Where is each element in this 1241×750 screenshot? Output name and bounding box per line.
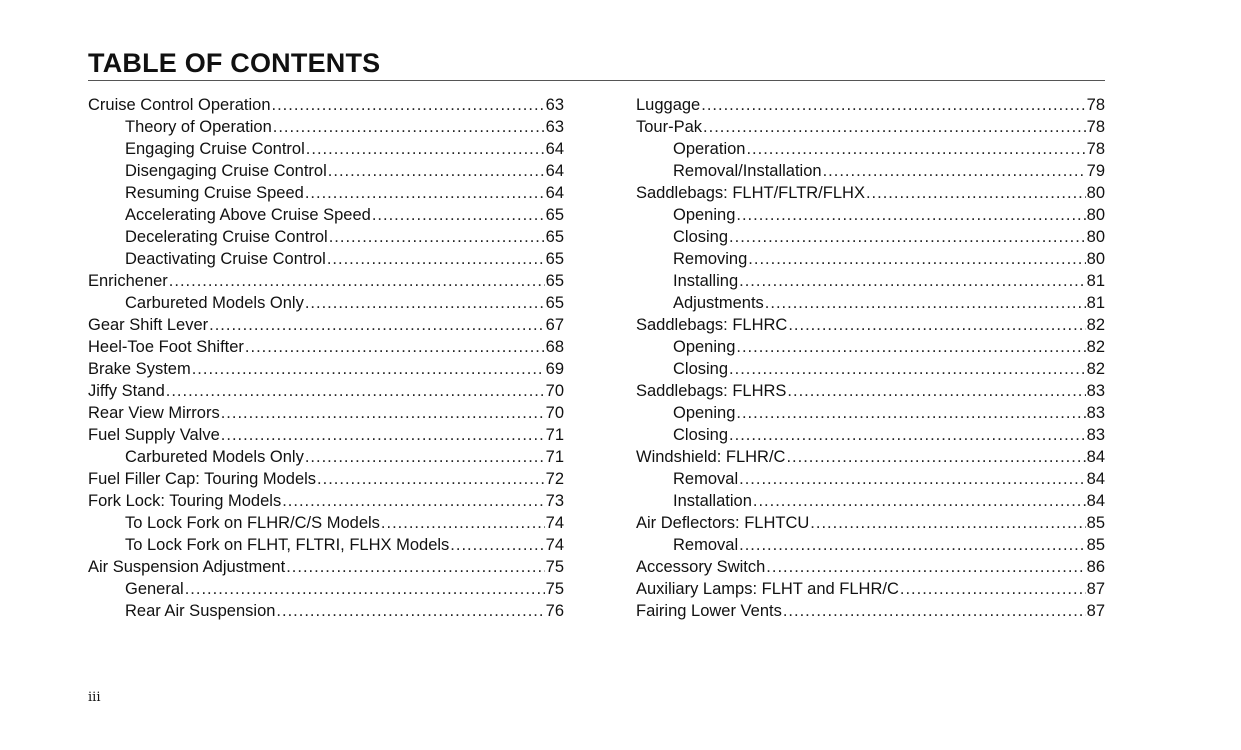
dot-leader <box>736 402 1085 424</box>
toc-subentry[interactable] <box>636 358 1105 380</box>
toc-entry[interactable] <box>636 182 1105 204</box>
toc-entry-label: Decelerating Cruise Control <box>125 228 328 246</box>
toc-entry[interactable] <box>88 402 564 424</box>
toc-entry-label: Saddlebags: FLHRC <box>636 316 788 334</box>
dot-leader <box>739 270 1086 292</box>
toc-subentry[interactable] <box>636 402 1105 424</box>
toc-subentry[interactable] <box>88 578 564 600</box>
toc-entry[interactable] <box>88 358 564 380</box>
toc-page-number: 68 <box>545 338 564 356</box>
toc-page-number: 78 <box>1086 96 1105 114</box>
toc-entry[interactable] <box>636 380 1105 402</box>
toc-entry-label: Removal <box>673 470 739 488</box>
toc-subentry[interactable] <box>636 138 1105 160</box>
dot-leader <box>729 226 1086 248</box>
dot-leader <box>282 490 544 512</box>
toc-entry[interactable] <box>88 556 564 578</box>
page-title: TABLE OF CONTENTS <box>88 48 381 78</box>
toc-page-number: 65 <box>545 294 564 312</box>
toc-entry-label: Removal <box>673 536 739 554</box>
toc-entry-label: Brake System <box>88 360 191 378</box>
toc-page-number: 63 <box>545 118 564 136</box>
toc-page-number: 78 <box>1086 140 1105 158</box>
dot-leader <box>185 578 545 600</box>
dot-leader <box>736 336 1085 358</box>
toc-entry-label: Theory of Operation <box>125 118 272 136</box>
dot-leader <box>786 446 1085 468</box>
toc-entry[interactable] <box>88 94 564 116</box>
toc-subentry[interactable] <box>88 204 564 226</box>
toc-subentry[interactable] <box>88 600 564 622</box>
toc-entry-label: Closing <box>673 426 729 444</box>
toc-page-number: 87 <box>1086 602 1105 620</box>
toc-subentry[interactable] <box>88 534 564 556</box>
toc-entry-label: Enrichener <box>88 272 168 290</box>
dot-leader <box>753 490 1086 512</box>
toc-entry[interactable] <box>636 556 1105 578</box>
toc-page-number: 81 <box>1086 272 1105 290</box>
dot-leader <box>305 182 545 204</box>
toc-page-number: 75 <box>545 558 564 576</box>
toc-page-number: 71 <box>545 426 564 444</box>
toc-entry-label: Windshield: FLHR/C <box>636 448 786 466</box>
toc-page-number: 84 <box>1086 492 1105 510</box>
toc-page-number: 72 <box>545 470 564 488</box>
toc-entry[interactable] <box>636 314 1105 336</box>
toc-entry-label: Deactivating Cruise Control <box>125 250 326 268</box>
toc-entry-label: Disengaging Cruise Control <box>125 162 327 180</box>
toc-page-number: 82 <box>1086 316 1105 334</box>
toc-page-number: 85 <box>1086 514 1105 532</box>
toc-page-number: 63 <box>545 96 564 114</box>
toc-entry-label: Closing <box>673 228 729 246</box>
toc-entry-label: Accelerating Above Cruise Speed <box>125 206 371 224</box>
toc-page-number: 64 <box>545 140 564 158</box>
toc-entry-label: Removal/Installation <box>673 162 822 180</box>
toc-subentry[interactable] <box>88 138 564 160</box>
dot-leader <box>276 600 544 622</box>
toc-page-number: 70 <box>545 404 564 422</box>
toc-page-number: 71 <box>545 448 564 466</box>
toc-page-number: 69 <box>545 360 564 378</box>
toc-subentry[interactable] <box>636 490 1105 512</box>
toc-page-number: 84 <box>1086 470 1105 488</box>
toc-entry-label: Engaging Cruise Control <box>125 140 305 158</box>
toc-entry-label: Rear View Mirrors <box>88 404 220 422</box>
dot-leader <box>317 468 545 490</box>
toc-page-number: 79 <box>1086 162 1105 180</box>
toc-subentry[interactable] <box>88 292 564 314</box>
toc-entry-label: General <box>125 580 184 598</box>
toc-entry-label: Installing <box>673 272 739 290</box>
toc-subentry[interactable] <box>636 270 1105 292</box>
page-number: iii <box>88 690 101 705</box>
toc-entry-label: Saddlebags: FLHT/FLTR/FLHX <box>636 184 865 202</box>
dot-leader <box>748 248 1085 270</box>
toc-page-number: 74 <box>545 536 564 554</box>
toc-entry[interactable] <box>636 446 1105 468</box>
dot-leader <box>900 578 1086 600</box>
toc-entry-label: Installation <box>673 492 752 510</box>
dot-leader <box>703 116 1086 138</box>
dot-leader <box>327 248 545 270</box>
toc-page-number: 83 <box>1086 426 1105 444</box>
toc-entry-label: Carbureted Models Only <box>125 294 304 312</box>
toc-entry-label: Opening <box>673 338 736 356</box>
toc-entry-label: Resuming Cruise Speed <box>125 184 304 202</box>
toc-entry[interactable] <box>636 116 1105 138</box>
dot-leader <box>746 138 1085 160</box>
toc-entry-label: Heel-Toe Foot Shifter <box>88 338 244 356</box>
toc-page-number: 80 <box>1086 184 1105 202</box>
title-divider <box>88 80 1105 81</box>
dot-leader <box>729 424 1086 446</box>
toc-page-number: 65 <box>545 250 564 268</box>
toc-page-number: 80 <box>1086 206 1105 224</box>
toc-page-number: 65 <box>545 272 564 290</box>
toc-entry[interactable] <box>88 468 564 490</box>
toc-entry-label: Carbureted Models Only <box>125 448 304 466</box>
toc-page-number: 65 <box>545 206 564 224</box>
toc-entry-label: Cruise Control Operation <box>88 96 271 114</box>
toc-subentry[interactable] <box>636 204 1105 226</box>
dot-leader <box>739 534 1086 556</box>
toc-subentry[interactable] <box>88 248 564 270</box>
toc-subentry[interactable] <box>88 116 564 138</box>
toc-entry-label: Adjustments <box>673 294 764 312</box>
toc-page-number: 81 <box>1086 294 1105 312</box>
toc-entry[interactable] <box>88 380 564 402</box>
dot-leader <box>305 292 545 314</box>
toc-page-number: 80 <box>1086 250 1105 268</box>
toc-page-number: 82 <box>1086 360 1105 378</box>
toc-subentry[interactable] <box>636 248 1105 270</box>
dot-leader <box>166 380 545 402</box>
toc-entry[interactable] <box>88 490 564 512</box>
dot-leader <box>729 358 1086 380</box>
toc-subentry[interactable] <box>636 534 1105 556</box>
dot-leader <box>866 182 1086 204</box>
toc-page-number: 67 <box>545 316 564 334</box>
dot-leader <box>765 292 1086 314</box>
toc-page-number: 73 <box>545 492 564 510</box>
dot-leader <box>701 94 1085 116</box>
dot-leader <box>209 314 545 336</box>
toc-page-number: 64 <box>545 184 564 202</box>
toc-page-number: 84 <box>1086 448 1105 466</box>
toc-page-number: 87 <box>1086 580 1105 598</box>
toc-page-number: 86 <box>1086 558 1105 576</box>
dot-leader <box>328 160 545 182</box>
toc-page-number: 82 <box>1086 338 1105 356</box>
toc-subentry[interactable] <box>636 424 1105 446</box>
dot-leader <box>286 556 544 578</box>
toc-entry[interactable] <box>88 314 564 336</box>
dot-leader <box>169 270 545 292</box>
dot-leader <box>273 116 545 138</box>
toc-entry-label: Air Suspension Adjustment <box>88 558 286 576</box>
dot-leader <box>788 314 1085 336</box>
toc-entry-label: Tour-Pak <box>636 118 703 136</box>
toc-entry-label: To Lock Fork on FLHR/C/S Models <box>125 514 380 532</box>
toc-entry-label: Jiffy Stand <box>88 382 165 400</box>
toc-page-number: 78 <box>1086 118 1105 136</box>
toc-entry-label: Fuel Supply Valve <box>88 426 220 444</box>
toc-entry-label: Opening <box>673 206 736 224</box>
dot-leader <box>783 600 1086 622</box>
toc-entry-label: Gear Shift Lever <box>88 316 209 334</box>
toc-page-number: 83 <box>1086 382 1105 400</box>
toc-subentry[interactable] <box>636 336 1105 358</box>
toc-entry[interactable] <box>636 578 1105 600</box>
toc-subentry[interactable] <box>636 160 1105 182</box>
dot-leader <box>381 512 545 534</box>
dot-leader <box>810 512 1085 534</box>
toc-subentry[interactable] <box>88 182 564 204</box>
dot-leader <box>766 556 1085 578</box>
toc-subentry[interactable] <box>88 160 564 182</box>
toc-entry-label: Luggage <box>636 96 701 114</box>
toc-entry[interactable] <box>88 270 564 292</box>
toc-entry-label: Removing <box>673 250 748 268</box>
toc-subentry[interactable] <box>88 446 564 468</box>
toc-entry[interactable] <box>88 336 564 358</box>
toc-page-number: 85 <box>1086 536 1105 554</box>
toc-subentry[interactable] <box>636 226 1105 248</box>
toc-entry[interactable] <box>88 424 564 446</box>
toc-entry-label: Opening <box>673 404 736 422</box>
dot-leader <box>245 336 545 358</box>
toc-left-column <box>88 94 564 622</box>
toc-page-number: 80 <box>1086 228 1105 246</box>
dot-leader <box>192 358 545 380</box>
toc-entry[interactable] <box>636 600 1105 622</box>
toc-entry-label: To Lock Fork on FLHT, FLTRI, FLHX Models <box>125 536 450 554</box>
dot-leader <box>305 446 545 468</box>
toc-entry-label: Auxiliary Lamps: FLHT and FLHR/C <box>636 580 899 598</box>
dot-leader <box>787 380 1085 402</box>
toc-entry-label: Operation <box>673 140 746 158</box>
toc-subentry[interactable] <box>636 468 1105 490</box>
toc-entry-label: Fork Lock: Touring Models <box>88 492 282 510</box>
toc-entry-label: Fairing Lower Vents <box>636 602 782 620</box>
toc-page-number: 65 <box>545 228 564 246</box>
toc-subentry[interactable] <box>636 292 1105 314</box>
dot-leader <box>221 424 545 446</box>
toc-page-number: 75 <box>545 580 564 598</box>
toc-page-number: 74 <box>545 514 564 532</box>
toc-entry-label: Saddlebags: FLHRS <box>636 382 787 400</box>
toc-page-number: 70 <box>545 382 564 400</box>
dot-leader <box>272 94 545 116</box>
toc-entry-label: Rear Air Suspension <box>125 602 276 620</box>
dot-leader <box>739 468 1086 490</box>
dot-leader <box>736 204 1085 226</box>
dot-leader <box>372 204 545 226</box>
dot-leader <box>221 402 545 424</box>
toc-page-number: 64 <box>545 162 564 180</box>
toc-right-column <box>636 94 1105 622</box>
dot-leader <box>329 226 545 248</box>
dot-leader <box>823 160 1086 182</box>
toc-entry-label: Accessory Switch <box>636 558 766 576</box>
toc-entry[interactable] <box>636 94 1105 116</box>
toc-entry[interactable] <box>636 512 1105 534</box>
toc-page-number: 76 <box>545 602 564 620</box>
toc-subentry[interactable] <box>88 226 564 248</box>
toc-page-number: 83 <box>1086 404 1105 422</box>
dot-leader <box>450 534 544 556</box>
toc-entry-label: Air Deflectors: FLHTCU <box>636 514 810 532</box>
dot-leader <box>306 138 545 160</box>
toc-entry-label: Fuel Filler Cap: Touring Models <box>88 470 317 488</box>
toc-subentry[interactable] <box>88 512 564 534</box>
toc-entry-label: Closing <box>673 360 729 378</box>
